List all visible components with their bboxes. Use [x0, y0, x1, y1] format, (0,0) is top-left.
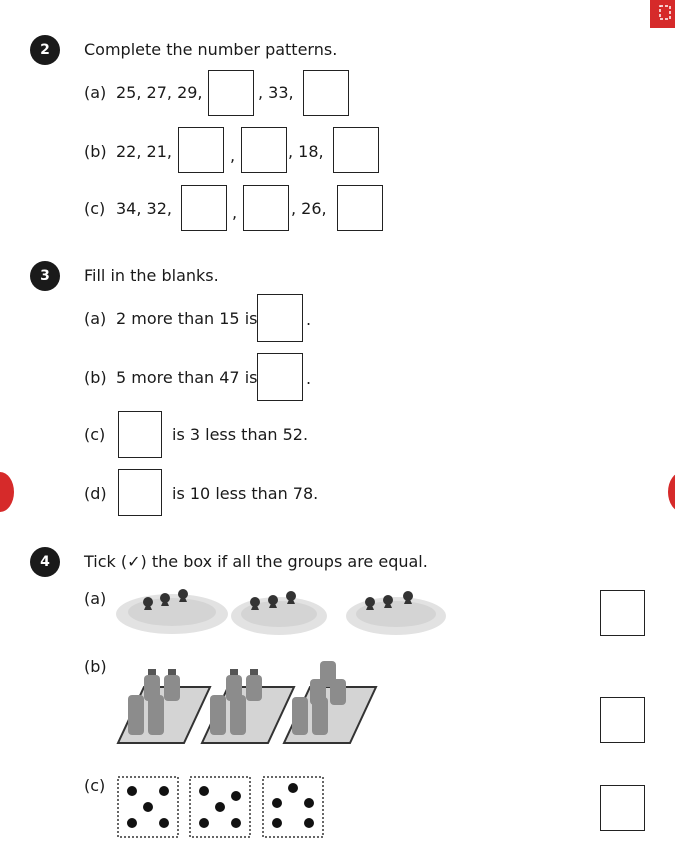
q3c-answer-box[interactable] [118, 411, 162, 458]
q3a-period: . [306, 310, 312, 329]
q3a-answer-box[interactable] [257, 294, 303, 342]
question-3-instruction: Fill in the blanks. [84, 266, 219, 285]
q2c-answer-box-2[interactable] [243, 185, 289, 231]
q2b-sequence-mid: , 18, [288, 142, 324, 161]
tray-group-3 [284, 661, 376, 743]
q2b-answer-box-3[interactable] [333, 127, 379, 173]
q4b-tick-box[interactable] [600, 697, 645, 743]
question-4-number: 4 [30, 547, 60, 577]
q2b-sequence-start: 22, 21, [116, 142, 172, 161]
q2a-label: (a) [84, 83, 107, 102]
question-3-number: 3 [30, 261, 60, 291]
q2c-separator: , [232, 203, 238, 222]
die-1 [118, 777, 178, 837]
q2b-answer-box-2[interactable] [241, 127, 287, 173]
q2a-answer-box-1[interactable] [208, 70, 254, 116]
q3b-answer-box[interactable] [257, 353, 303, 401]
q2c-sequence-mid: , 26, [291, 199, 327, 218]
plate-group-2 [231, 591, 327, 635]
q4c-label: (c) [84, 776, 106, 795]
cupcake-plates-illustration [116, 588, 446, 638]
q4a-tick-box[interactable] [600, 590, 645, 636]
q2a-sequence-mid: , 33, [258, 83, 294, 102]
q3d-text: is 10 less than 78. [172, 484, 319, 503]
q2a-answer-box-2[interactable] [303, 70, 349, 116]
tray-group-2 [202, 669, 294, 743]
dice-illustration [117, 776, 327, 838]
q4a-label: (a) [84, 589, 107, 608]
q2c-sequence-start: 34, 32, [116, 199, 172, 218]
q2b-separator: , [230, 146, 236, 165]
die-2 [190, 777, 250, 837]
q2c-answer-box-3[interactable] [337, 185, 383, 231]
die-3 [263, 777, 323, 837]
q4c-tick-box[interactable] [600, 785, 645, 831]
question-4-instruction: Tick (✓) the box if all the groups are equal. [84, 552, 428, 571]
q3b-period: . [306, 369, 312, 388]
corner-tab-icon [650, 0, 675, 28]
q2b-answer-box-1[interactable] [178, 127, 224, 173]
q2a-sequence-start: 25, 27, 29, [116, 83, 203, 102]
plate-group-3 [346, 591, 446, 635]
q3a-text: 2 more than 15 is [116, 309, 258, 328]
plate-group-1 [116, 589, 228, 634]
left-edge-marker [0, 472, 14, 512]
q3b-label: (b) [84, 368, 107, 387]
q3c-label: (c) [84, 425, 106, 444]
q3a-label: (a) [84, 309, 107, 328]
q2b-label: (b) [84, 142, 107, 161]
q2c-label: (c) [84, 199, 106, 218]
right-edge-marker [668, 472, 675, 512]
tray-group-1 [118, 669, 210, 743]
q4b-label: (b) [84, 657, 107, 676]
q3d-label: (d) [84, 484, 107, 503]
question-2-instruction: Complete the number patterns. [84, 40, 338, 59]
q2c-answer-box-1[interactable] [181, 185, 227, 231]
question-2-number: 2 [30, 35, 60, 65]
q3b-text: 5 more than 47 is [116, 368, 258, 387]
milk-bottle-trays-illustration [114, 657, 384, 757]
q3c-text: is 3 less than 52. [172, 425, 309, 444]
q3d-answer-box[interactable] [118, 469, 162, 516]
